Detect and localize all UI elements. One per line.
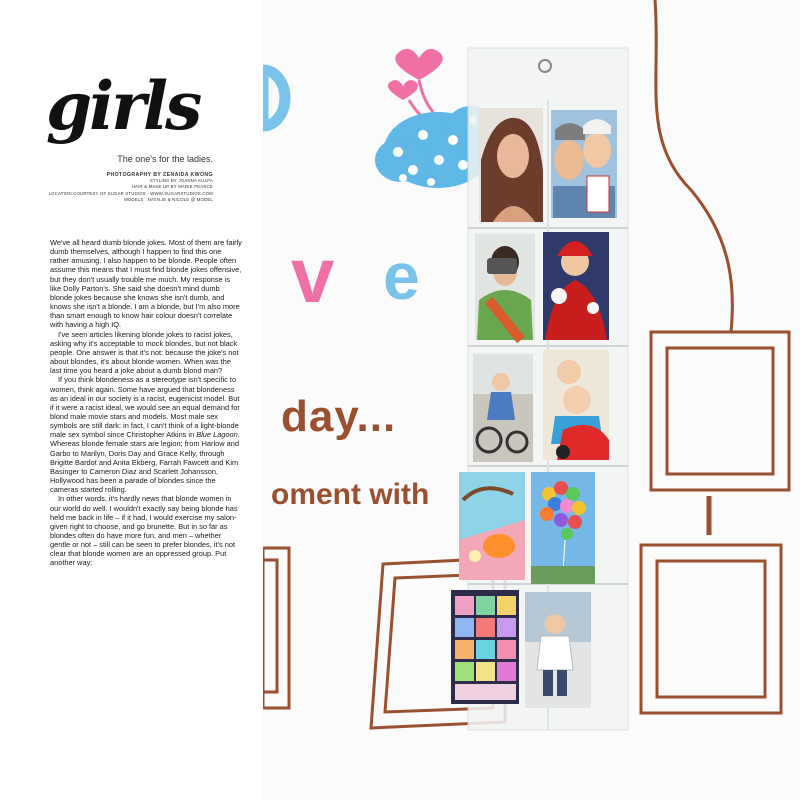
- photo-cake-with-bird: [459, 472, 525, 580]
- photo-colorful-balloons: [531, 472, 595, 584]
- photo-girl-with-camera: [475, 234, 535, 340]
- magazine-credits: [3, 172, 213, 203]
- photographer-credit: PHOTOGRAPHY BY ZENAIDA KWONG: [106, 172, 213, 178]
- photo-cupcake-grid: [451, 590, 519, 704]
- article-paragraph: In other words, it's hardly news that blonde women in our world do well. I wouldn't exactly say being blonde has held me back in life – if it had, I would exercise my salon-given right to choose, and go brunette. But in so far as blondes often do have more fun, and men – whether gentle or not – still can be seen to prefer blondes, it's not clear that blonde women are an oppressed group. Put another way:: [50, 494, 238, 568]
- article-body: [50, 238, 242, 568]
- magazine-subtitle: The one's for the ladies.: [117, 154, 213, 164]
- blue-circle-decal: [263, 70, 285, 126]
- heart-icon: [388, 49, 443, 118]
- wall-letter-v: v: [291, 231, 335, 319]
- magazine-page: [0, 0, 263, 800]
- photo-woman-portrait: [479, 108, 543, 222]
- magazine-title: girls: [46, 67, 200, 145]
- photo-toddler-walking: [525, 592, 591, 708]
- credit-line: HAIR & MAKE UP BY MARIE PEARCE: [131, 184, 213, 190]
- wall-letter-e: e: [383, 239, 420, 313]
- film-title: Blue Lagoon: [196, 430, 238, 440]
- article-paragraph: [50, 375, 242, 494]
- article-paragraph: We've all heard dumb blonde jokes. Most of them are fairly dumb themselves, although I happen to find this one rather amusing. I also happen to be blonde. People often assume this means that I must find blonde jokes offensive, but they don't usually trouble me much. My response is like Dolly Parton's. She said she doesn't mind dumb blonde jokes because she knows she isn't dumb, and knows she isn't a blonde. I am a blonde, but I'm also more than smart enough to know hair colour doesn't correlate with having a high IQ.: [50, 238, 242, 330]
- credit-line: MODELS : NATALIE & NICOLE @ MODEL: [124, 196, 213, 202]
- wall-text-day: day...: [281, 392, 397, 441]
- credit-line: LOCATION COURTESY OF SUGAR STUDIOS · WWW.SUGARSTUDIOS.COM: [48, 190, 213, 196]
- photo-couple-selfie: [551, 110, 617, 218]
- paragraph-text: . Whereas blonde female stars are legion; from Harlow and Garbo to Marilyn, Doris Day and Grace Kelly, through Brigitte Bardot and Anita Ekberg, Farrah Fawcett and Kim Basinger to Cameron Diaz and Scarlett Johansson, Hollywood has been a parade of blondes since the cameras started rolling.: [50, 430, 240, 495]
- wall-text-moment: oment with: [271, 478, 430, 511]
- photo-baby-on-toy-car: [543, 350, 609, 460]
- photo-santa-costume-child: [543, 232, 609, 340]
- paragraph-text: If you think blondeness as a stereotype isn't specific to women, think again. Some have argued that blondeness as an ideal in our society is a racist, eugenicist model. But if it were a racist ideal, we would see an equal demand for blond male movie stars and models. Most male sex symbols are still dark: in fact, I can't think of a light-blonde male sex symbol since Christopher Atkins in: [50, 375, 240, 440]
- photo-child-on-bicycle: [473, 354, 533, 462]
- wall-photo: [263, 0, 800, 800]
- frame-decal-right: [641, 0, 789, 713]
- article-paragraph: I've seen articles likening blonde jokes to racist jokes, asking why it's acceptable to mock blondes, but not black people. One answer is that it's not: because the joke's not about blondes, it's about blonde women. When was the last time you heard a joke about a dumb blond man?: [50, 329, 239, 376]
- credit-line: STYLING BY JOANNA KULPA: [149, 178, 213, 184]
